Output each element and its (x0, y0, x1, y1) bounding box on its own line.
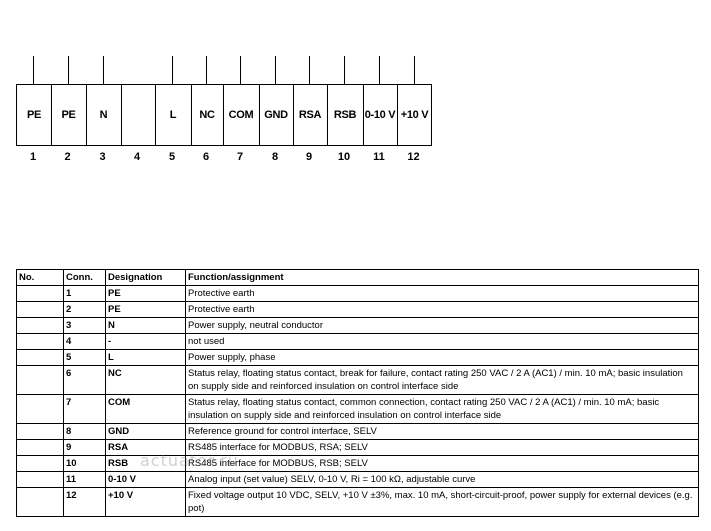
cell-designation: PE (106, 302, 186, 318)
terminal-number: 4 (133, 151, 141, 163)
cell-designation: +10 V (106, 488, 186, 517)
table-row (17, 488, 699, 517)
cell-conn: 9 (64, 440, 106, 456)
cell-conn: 5 (64, 350, 106, 366)
cell-function: Protective earth (186, 302, 699, 318)
cell-function: Analog input (set value) SELV, 0-10 V, Ri = 100 kΩ, adjustable curve (186, 472, 699, 488)
header-conn: Conn. (64, 270, 106, 286)
cell-no (17, 286, 64, 302)
cell-designation: NC (106, 366, 186, 395)
terminal-label (121, 85, 155, 145)
cell-conn: 12 (64, 488, 106, 517)
table-row (17, 350, 699, 366)
cell-designation: N (106, 318, 186, 334)
table-row (17, 395, 699, 424)
terminal-number: 7 (236, 151, 244, 163)
cell-conn: 4 (64, 334, 106, 350)
terminal-wire (68, 56, 69, 84)
terminal-number: 11 (373, 151, 385, 163)
terminal-label: L (169, 109, 177, 121)
terminal-wire (414, 56, 415, 84)
table-header-row (17, 270, 699, 286)
table-row (17, 334, 699, 350)
header-function: Function/assignment (186, 270, 699, 286)
table-row (17, 440, 699, 456)
cell-conn: 6 (64, 366, 106, 395)
cell-function: not used (186, 334, 699, 350)
cell-no (17, 302, 64, 318)
terminal-label: COM (228, 109, 254, 121)
terminal-strip (16, 84, 432, 146)
header-designation: Designation (106, 270, 186, 286)
cell-function: Power supply, phase (186, 350, 699, 366)
terminal-label: +10 V (400, 109, 429, 121)
cell-designation: PE (106, 286, 186, 302)
table-row (17, 366, 699, 395)
cell-designation: - (106, 334, 186, 350)
terminal-label: GND (264, 109, 288, 121)
terminal-assignment-table (16, 269, 699, 517)
terminal-label: 0-10 V (364, 109, 396, 121)
terminal-label: PE (26, 109, 42, 121)
cell-no (17, 424, 64, 440)
terminal-label: NC (199, 109, 215, 121)
cell-no (17, 366, 64, 395)
cell-function: Power supply, neutral conductor (186, 318, 699, 334)
cell-designation: L (106, 350, 186, 366)
cell-function: Status relay, floating status contact, common connection, contact rating 250 VAC / 2 A (AC1) / min. 10 mA; basic insulation on supply side and reinforced insulation on control interface side (186, 395, 699, 424)
terminal-wire (103, 56, 104, 84)
table-row (17, 472, 699, 488)
terminal-wire (275, 56, 276, 84)
table-row (17, 424, 699, 440)
table-row (17, 286, 699, 302)
terminal-wire (309, 56, 310, 84)
cell-designation: RSB (106, 456, 186, 472)
cell-no (17, 456, 64, 472)
terminal-number: 1 (29, 151, 37, 163)
terminal-wire (379, 56, 380, 84)
terminal-number: 8 (271, 151, 279, 163)
table-row (17, 456, 699, 472)
cell-conn: 11 (64, 472, 106, 488)
cell-function: Protective earth (186, 286, 699, 302)
terminal-wire (33, 56, 34, 84)
terminal-label: RSB (333, 109, 357, 121)
cell-function: Reference ground for control interface, SELV (186, 424, 699, 440)
terminal-number: 2 (64, 151, 71, 163)
cell-function: Fixed voltage output 10 VDC, SELV, +10 V ±3%, max. 10 mA, short-circuit-proof, power supply for external devices (e.g. pot) (186, 488, 699, 517)
terminal-label: RSA (298, 109, 322, 121)
cell-conn: 3 (64, 318, 106, 334)
watermark: actuator.ru (140, 451, 239, 470)
terminal-label: N (99, 109, 108, 121)
cell-conn: 10 (64, 456, 106, 472)
cell-conn: 8 (64, 424, 106, 440)
cell-no (17, 395, 64, 424)
table-row (17, 302, 699, 318)
cell-no (17, 350, 64, 366)
terminal-wire (172, 56, 173, 84)
terminal-number: 10 (337, 151, 351, 163)
terminal-wire (344, 56, 345, 84)
cell-conn: 2 (64, 302, 106, 318)
terminal-wire (240, 56, 241, 84)
terminal-number: 3 (99, 151, 106, 163)
cell-no (17, 318, 64, 334)
cell-function: RS485 interface for MODBUS, RSA; SELV (186, 440, 699, 456)
cell-no (17, 488, 64, 517)
cell-designation: 0-10 V (106, 472, 186, 488)
terminal-number: 5 (168, 151, 176, 163)
cell-no (17, 472, 64, 488)
terminal-wire (206, 56, 207, 84)
cell-function: Status relay, floating status contact, break for failure, contact rating 250 VAC / 2 A (AC1) / min. 10 mA; basic insulation on supply side and reinforced insulation on control interface side (186, 366, 699, 395)
cell-conn: 1 (64, 286, 106, 302)
terminal-label: PE (61, 109, 76, 121)
table-row (17, 318, 699, 334)
cell-designation: COM (106, 395, 186, 424)
cell-designation: GND (106, 424, 186, 440)
terminal-number: 12 (407, 151, 420, 163)
terminal-number: 6 (202, 151, 210, 163)
header-no: No. (17, 270, 64, 286)
cell-no (17, 334, 64, 350)
cell-designation: RSA (106, 440, 186, 456)
cell-conn: 7 (64, 395, 106, 424)
terminal-number: 9 (305, 151, 313, 163)
cell-function: RS485 interface for MODBUS, RSB; SELV (186, 456, 699, 472)
cell-no (17, 440, 64, 456)
